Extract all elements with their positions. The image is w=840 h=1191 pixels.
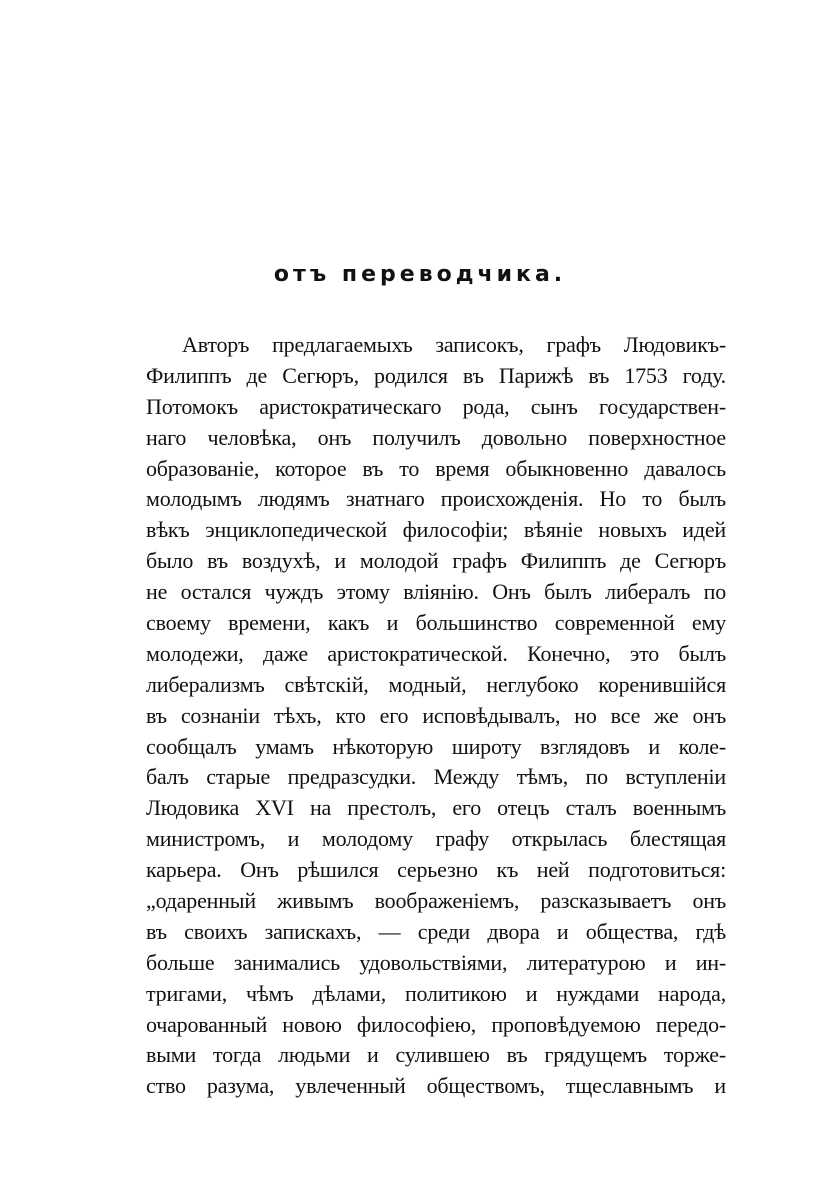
text-line: Людовика XVI на престолъ, его отецъ сталъ военнымъ	[146, 795, 726, 821]
text-line: либерализмъ свѣтскiй, модный, неглубоко коренившiйся	[146, 671, 726, 697]
text-line: молодежи, даже аристократической. Конечно, это былъ	[146, 640, 726, 666]
text-line: Потомокъ аристократическаго рода, сынъ государствен-	[146, 393, 726, 419]
text-line: „одаренный живымъ воображенiемъ, разсказываетъ онъ	[146, 888, 726, 914]
text-line: своему времени, какъ и большинство современной ему	[146, 610, 726, 636]
text-line: выми тогда людьми и сулившею въ грядущемъ торже-	[146, 1042, 726, 1068]
text-line: образованiе, которое въ то время обыкновенно давалось	[146, 455, 726, 481]
text-line: не остался чуждъ этому влiянiю. Онъ былъ либералъ по	[146, 579, 726, 605]
text-line: въ сознанiи тѣхъ, кто его исповѣдывалъ, но все же онъ	[146, 702, 726, 728]
section-heading: отъ переводчика.	[273, 262, 567, 287]
text-line: больше занимались удовольствiями, литературою и ин-	[146, 949, 726, 975]
text-line: министромъ, и молодому графу открылась блестящая	[146, 826, 726, 852]
text-line: молодымъ людямъ знатнаго происхожденiя. Но то былъ	[146, 486, 726, 512]
text-line: ство разума, увлеченный обществомъ, тщеславнымъ и	[146, 1073, 726, 1099]
text-line: Авторъ предлагаемыхъ записокъ, графъ Людовикъ-	[182, 332, 726, 357]
text-line: тригами, чѣмъ дѣлами, политикою и нуждами народа,	[146, 980, 726, 1006]
text-line: наго человѣка, онъ получилъ довольно поверхностное	[146, 424, 726, 450]
body-paragraph	[146, 330, 726, 1102]
text-line: въ своихъ запискахъ, — среди двора и общества, гдѣ	[146, 918, 726, 944]
text-line: карьера. Онъ рѣшился серьезно къ ней подготовиться:	[146, 857, 726, 883]
text-line: сообщалъ умамъ нѣкоторую широту взглядовъ и коле-	[146, 733, 726, 759]
text-line: вѣкъ энциклопедической философiи; вѣянiе новыхъ идей	[146, 517, 726, 543]
text-line: очарованный новою философiею, проповѣдуемою передо-	[146, 1011, 726, 1037]
text-line: Филиппъ де Сегюръ, родился въ Парижѣ въ 1753 году.	[146, 362, 726, 388]
text-line: балъ старые предразсудки. Между тѣмъ, по вступленiи	[146, 764, 726, 790]
text-line: было въ воздухѣ, и молодой графъ Филиппъ де Сегюръ	[146, 548, 726, 574]
